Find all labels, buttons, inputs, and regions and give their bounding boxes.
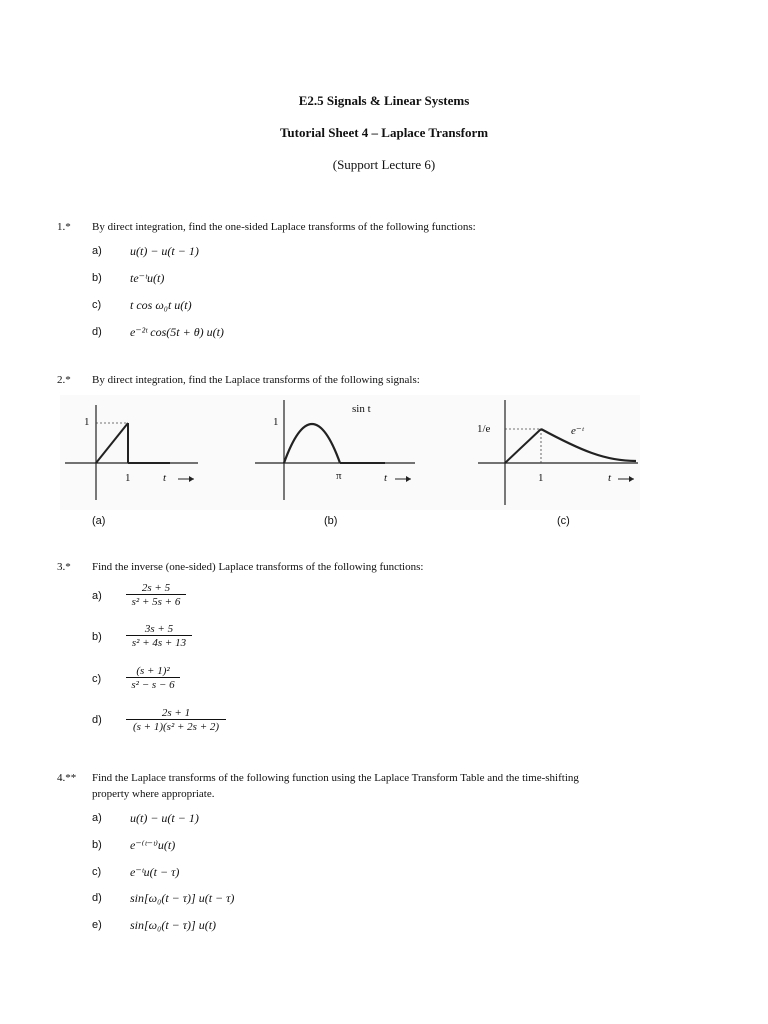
q3-fraction	[126, 707, 226, 733]
fig-b-ylabel: 1	[273, 416, 279, 428]
fig-c-caption: (c)	[557, 515, 570, 527]
fig-b-caption: (b)	[324, 515, 338, 527]
fig-c-xtick: 1	[538, 472, 544, 484]
q4-item-expr: u(t) − u(t − 1)	[130, 811, 199, 825]
q4-item-expr: e⁻ᵗu(t − τ)	[130, 865, 180, 879]
q4-text-line1: Find the Laplace transforms of the following function using the Laplace Transform Table and the time-shifting	[92, 772, 579, 784]
q1-item-label: a)	[92, 245, 102, 257]
q4-item-label: e)	[92, 919, 102, 931]
q1-item-label: c)	[92, 299, 102, 311]
q3-item-label: b)	[92, 631, 102, 643]
q1-item-expr: t cos ω₀t u(t)	[130, 298, 192, 312]
q1-item-label: b)	[92, 272, 102, 284]
fig-a-ylabel: 1	[84, 416, 90, 428]
q4-item-label: d)	[92, 892, 102, 904]
signal-figures	[60, 395, 640, 510]
course-title: E2.5 Signals & Linear Systems	[298, 93, 470, 108]
q1-item-expr: te⁻ᵗu(t)	[130, 271, 165, 285]
fraction-denominator: s² − s − 6	[126, 677, 180, 691]
q3-fraction	[126, 582, 186, 608]
q4-number: 4.**	[57, 772, 77, 784]
q3-item-label: d)	[92, 714, 102, 726]
q2-text: By direct integration, find the Laplace transforms of the following signals:	[92, 374, 420, 386]
fig-b-curve-label: sin t	[352, 403, 371, 415]
fraction-denominator: s² + 4s + 13	[126, 635, 192, 649]
q1-item-expr: u(t) − u(t − 1)	[130, 244, 199, 258]
q4-item-label: b)	[92, 839, 102, 851]
q3-text: Find the inverse (one-sided) Laplace transforms of the following functions:	[92, 561, 424, 573]
q4-item-label: c)	[92, 866, 102, 878]
fig-b-axis: t	[384, 472, 388, 484]
fraction-numerator: 3s + 5	[144, 623, 174, 635]
fig-a-axis: t	[163, 472, 167, 484]
q4-item-label: a)	[92, 812, 102, 824]
q3-item-label: c)	[92, 673, 102, 685]
fig-b-xtick: π	[336, 470, 342, 482]
support-note: (Support Lecture 6)	[332, 157, 436, 172]
fig-c-curve-label: e⁻ᵗ	[571, 425, 584, 437]
q4-item-expr: sin[ω₀(t − τ)] u(t − τ)	[130, 891, 235, 905]
figure-background	[60, 395, 640, 510]
q3-fraction	[126, 623, 192, 649]
q3-number: 3.*	[57, 561, 71, 573]
fraction-denominator: (s + 1)(s² + 2s + 2)	[126, 719, 226, 733]
fraction-numerator: 2s + 1	[161, 707, 191, 719]
q1-item-label: d)	[92, 326, 102, 338]
q1-text: By direct integration, find the one-sided Laplace transforms of the following functions:	[92, 221, 476, 233]
q3-item-label: a)	[92, 590, 102, 602]
q4-item-expr: sin[ω₀(t − τ)] u(t)	[130, 918, 217, 932]
fraction-numerator: 2s + 5	[141, 582, 171, 594]
sheet-title: Tutorial Sheet 4 – Laplace Transform	[279, 125, 489, 140]
q2-number: 2.*	[57, 374, 71, 386]
q4-text-line2: property where appropriate.	[92, 788, 215, 800]
q4-item-expr: e⁻⁽ᵗ⁻ᵗ⁾u(t)	[130, 838, 176, 852]
q1-number: 1.*	[57, 221, 71, 233]
fig-a-xtick: 1	[125, 472, 131, 484]
fig-a-caption: (a)	[92, 515, 106, 527]
fraction-denominator: s² + 5s + 6	[126, 594, 186, 608]
fig-c-axis: t	[608, 472, 612, 484]
q1-item-expr: e⁻²ᵗ cos(5t + θ) u(t)	[130, 325, 224, 339]
fig-c-ylabel: 1/e	[477, 423, 491, 435]
fraction-numerator: (s + 1)²	[136, 665, 170, 677]
q3-fraction	[126, 665, 180, 691]
